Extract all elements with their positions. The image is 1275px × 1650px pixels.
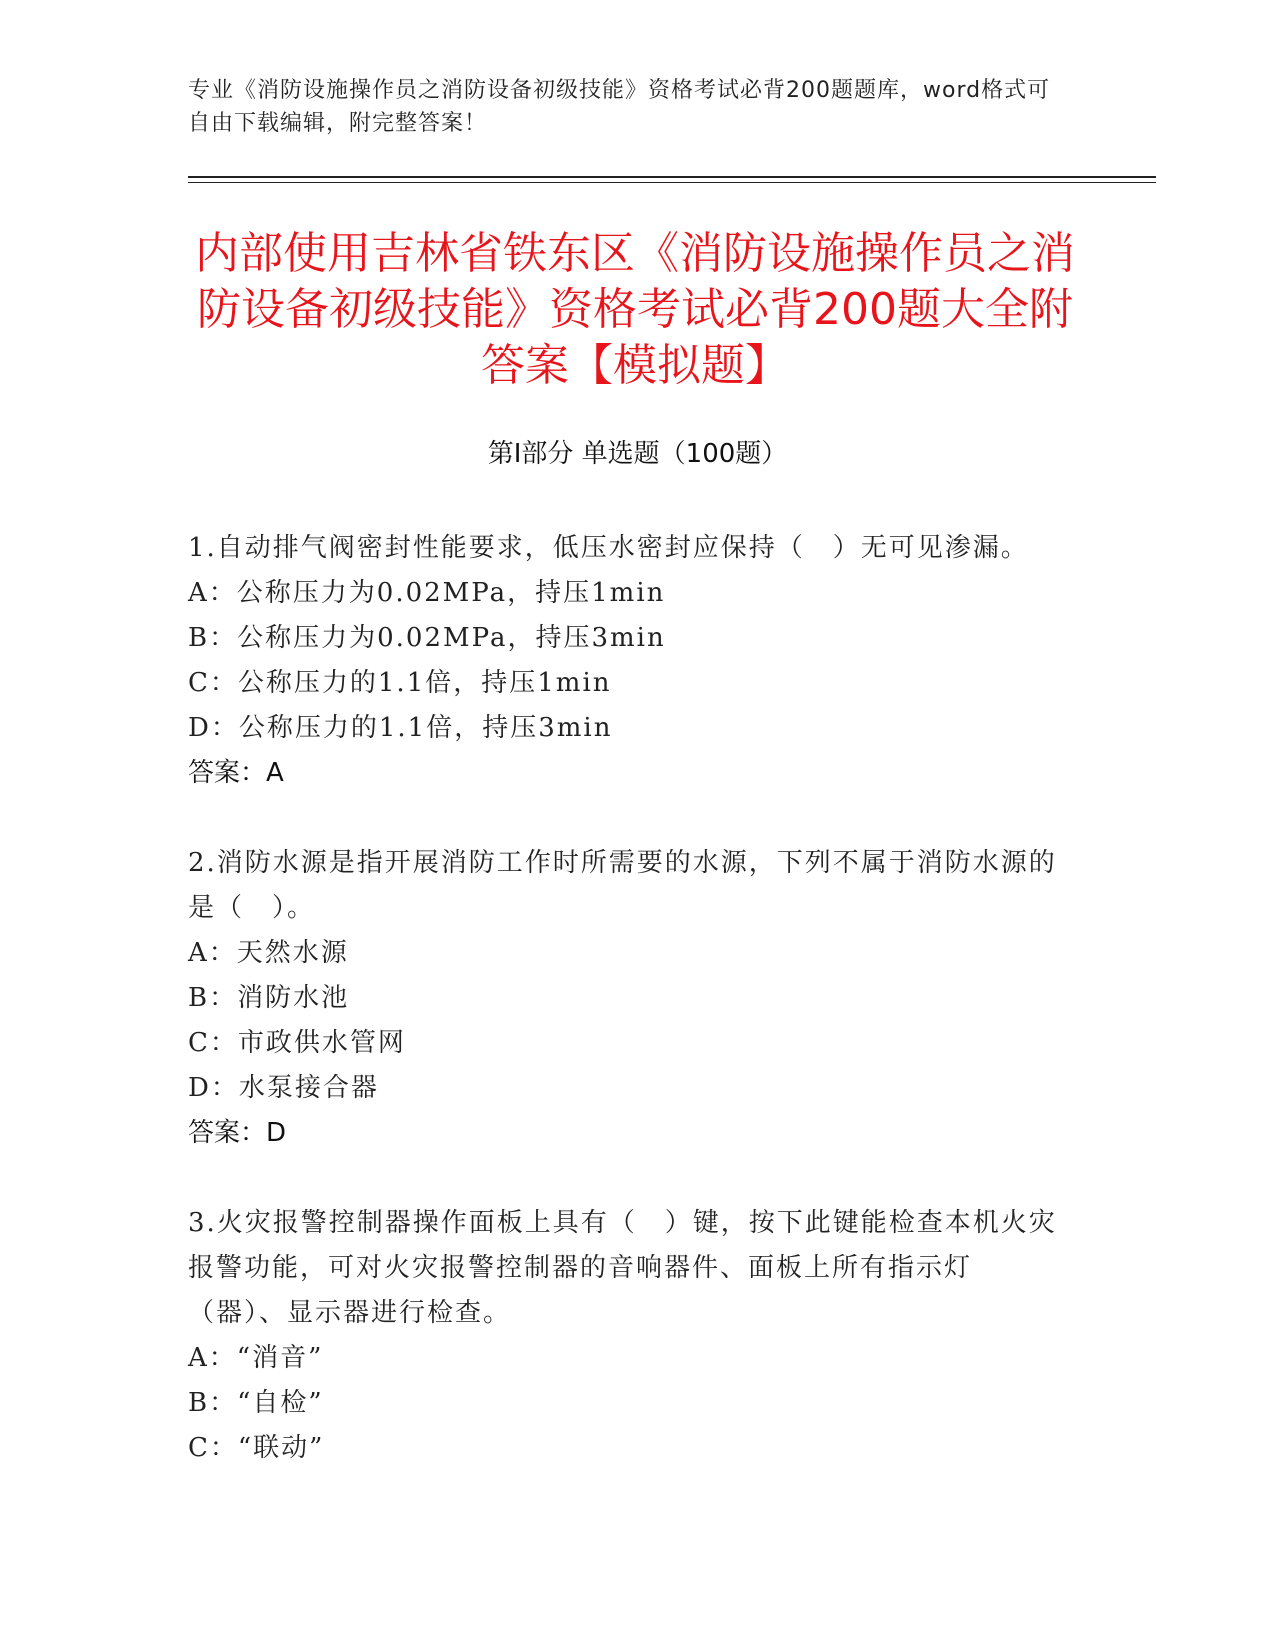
header-divider-thick xyxy=(188,176,1156,178)
question-list xyxy=(188,526,1068,1516)
question-item-3 xyxy=(188,1201,1068,1471)
header-divider-thin xyxy=(188,182,1156,183)
option-d: D：公称压力的1.1倍，持压3min xyxy=(188,713,613,743)
option-a: A：公称压力为0.02MPa，持压1min xyxy=(188,578,666,608)
question-text: 3.火灾报警控制器操作面板上具有（ ）键，按下此键能检查本机火灾报警功能，可对火灾报警控制器的音响器件、面板上所有指示灯（器）、显示器进行检查。 xyxy=(188,1208,1057,1328)
option-c: C：市政供水管网 xyxy=(188,1028,406,1058)
option-a: A：天然水源 xyxy=(188,938,349,968)
option-a: A：“消音” xyxy=(188,1343,324,1373)
option-c: C：公称压力的1.1倍，持压1min xyxy=(188,668,612,698)
document-title: 内部使用吉林省铁东区《消防设施操作员之消防设备初级技能》资格考试必背200题大全附答案【模拟题】 xyxy=(195,228,1075,391)
question-text: 1.自动排气阀密封性能要求，低压水密封应保持（ ）无可见渗漏。 xyxy=(188,533,1029,563)
question-item-2 xyxy=(188,841,1068,1156)
option-d: D：水泵接合器 xyxy=(188,1073,379,1103)
option-b: B：公称压力为0.02MPa，持压3min xyxy=(188,623,666,653)
question-text: 2.消防水源是指开展消防工作时所需要的水源，下列不属于消防水源的是（ ）。 xyxy=(188,848,1057,923)
question-item-1 xyxy=(188,526,1068,796)
answer-text: 答案：D xyxy=(188,1118,287,1148)
option-c: C：“联动” xyxy=(188,1433,325,1463)
answer-text: 答案：A xyxy=(188,758,284,788)
option-b: B：“自检” xyxy=(188,1388,324,1418)
header-note: 专业《消防设施操作员之消防设备初级技能》资格考试必背200题题库，word格式可自由下载编辑，附完整答案！ xyxy=(188,78,1051,136)
option-b: B：消防水池 xyxy=(188,983,350,1013)
section-heading: 第Ⅰ部分 单选题（100题） xyxy=(487,439,788,469)
